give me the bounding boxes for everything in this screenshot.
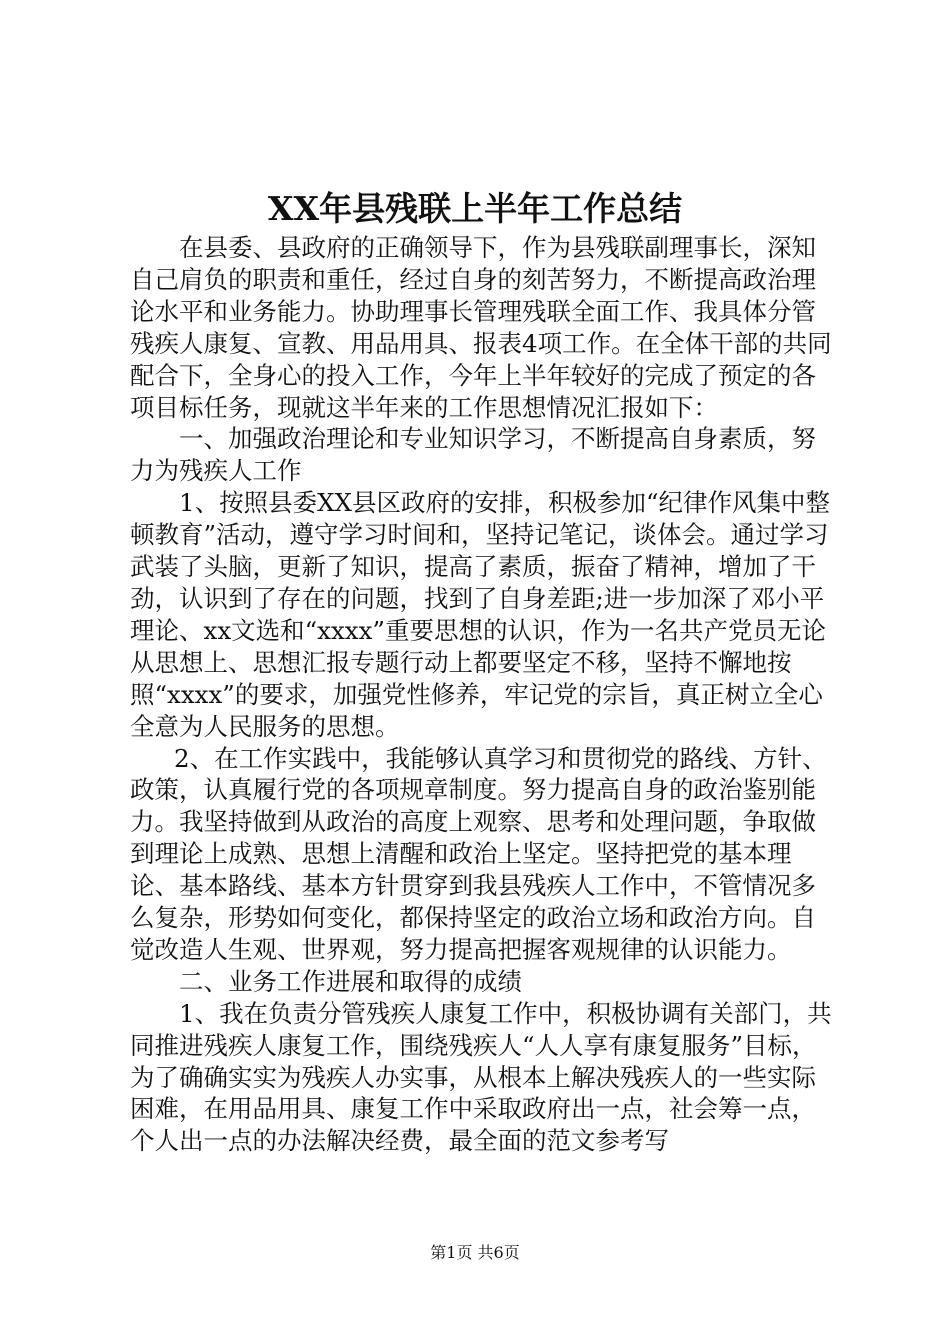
paragraph-1-2: 2、在工作实践中，我能够认真学习和贯彻党的路线、方针、政策，认真履行党的各项规章制度。努力提高自身的政治鉴别能力。我坚持做到从政治的高度上观察、思考和处理问题，争取做到理论上成熟、思想上清醒和政治上坚定。坚持把党的基本理论、基本路线、基本方针贯穿到我县残疾人工作中，不管情况多么复杂，形势如何变化，都保持坚定的政治立场和政治方向。自觉改造人生观、世界观，努力提高把握客观规律的认识能力。 — [130, 743, 827, 964]
page-footer: 第1页 共6页 — [430, 1243, 520, 1262]
heading-section-1: 一、加强政治理论和专业知识学习，不断提高自身素质，努力为残疾人工作 — [130, 424, 816, 486]
document-body — [130, 232, 840, 1157]
paragraph-1-1: 1、按照县委XX县区政府的安排，积极参加“纪律作风集中整顿教育”活动，遵守学习时间和，坚持记笔记，谈体会。通过学习武装了头脑，更新了知识，提高了素质，振奋了精神，增加了干劲，认识到了存在的问题，找到了自身差距;进一步加深了邓小平理论、xx文选和“xxxx”重要思想的认识，作为一名共产党员无论从思想上、思想汇报专题行动上都要坚定不移，坚持不懈地按照“xxxx”的要求，加强党性修养，牢记党的宗旨，真正树立全心全意为人民服务的思想。 — [130, 488, 830, 741]
document-title: XX年县残联上半年工作总结 — [267, 189, 683, 228]
heading-section-2: 二、业务工作进展和取得的成绩 — [179, 966, 522, 996]
paragraph-intro: 在县委、县政府的正确领导下，作为县残联副理事长，深知自己肩负的职责和重任，经过自身的刻苦努力，不断提高政治理论水平和业务能力。协助理事长管理残联全面工作、我具体分管残疾人康复、宣教、用品用具、报表4项工作。在全体干部的共同配合下，全身心的投入工作，今年上半年较好的完成了预定的各项目标任务，现就这半年来的工作思想情况汇报如下： — [130, 233, 832, 422]
paragraph-2-1: 1、我在负责分管残疾人康复工作中，积极协调有关部门，共同推进残疾人康复工作，围绕残疾人“人人享有康复服务”目标，为了确确实实为残疾人办实事，从根本上解决残疾人的一些实际困难，在用品用具、康复工作中采取政府出一点，社会筹一点，个人出一点的办法解决经费，最全面的范文参考写 — [130, 998, 832, 1156]
